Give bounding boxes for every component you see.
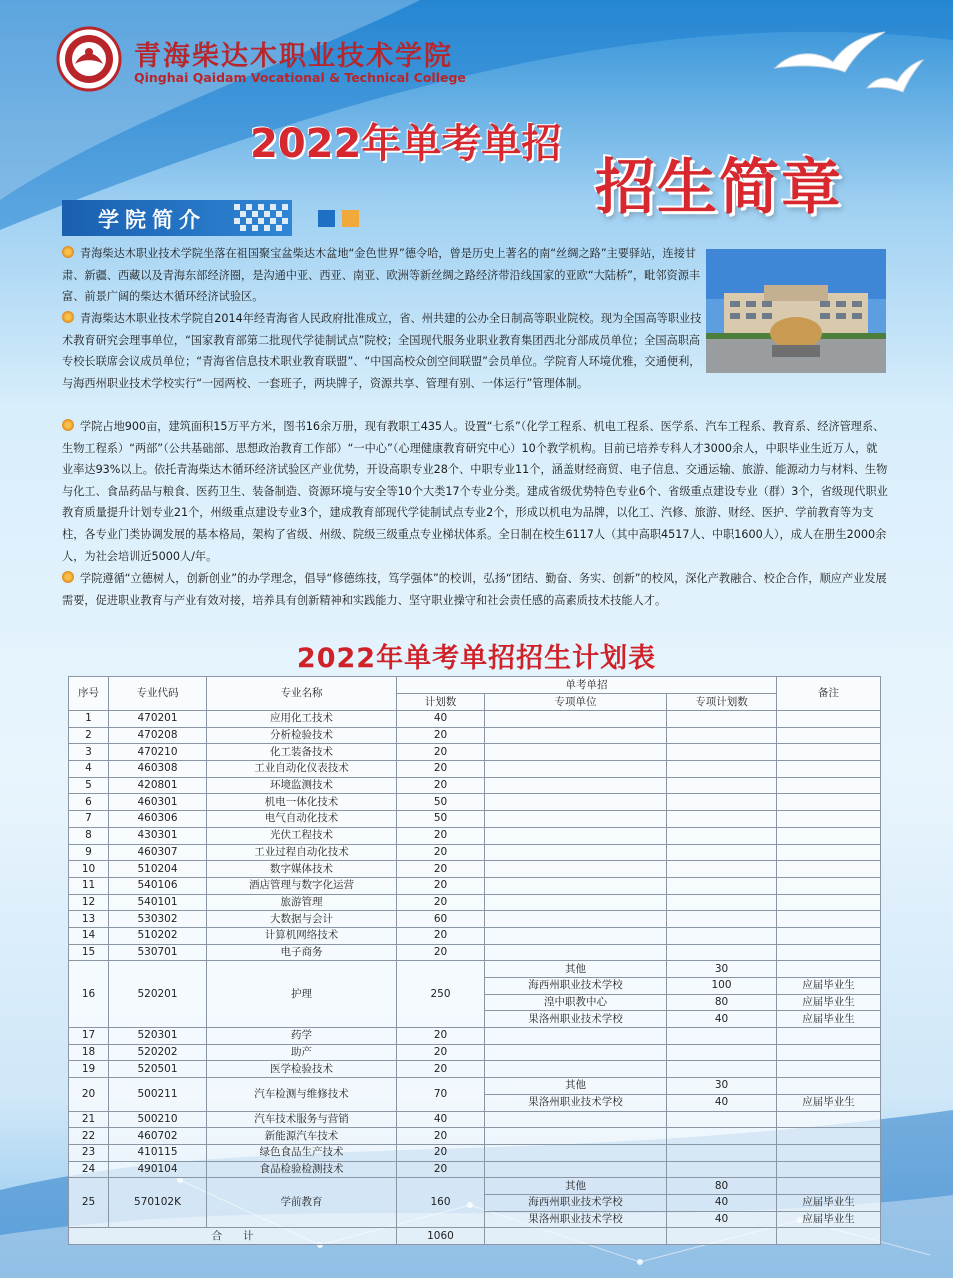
flower-bullet-icon: [62, 311, 74, 323]
cell-unit: [485, 877, 667, 894]
cell-name: 护理: [207, 961, 397, 1028]
table-row: [69, 1178, 881, 1195]
cell-code: 510202: [109, 927, 207, 944]
cell-unit-quota: 30: [667, 961, 777, 978]
cell-remark: [777, 1161, 881, 1178]
cell-quota: 20: [397, 1128, 485, 1145]
cell-unit-quota: [667, 1144, 777, 1161]
cell-unit-quota: [667, 1028, 777, 1045]
cell-unit: [485, 1028, 667, 1045]
cell-unit: 果洛州职业技术学校: [485, 1094, 667, 1111]
cell-unit: [485, 894, 667, 911]
cell-quota: 20: [397, 944, 485, 961]
cell-name: 化工装备技术: [207, 744, 397, 761]
table-row: [69, 944, 881, 961]
cell-unit-quota: [667, 1061, 777, 1078]
cell-unit-quota: [667, 761, 777, 778]
cell-code: 570102K: [109, 1178, 207, 1228]
cell-code: 460308: [109, 761, 207, 778]
cell-name: 工业自动化仪表技术: [207, 761, 397, 778]
cell-seq: 24: [69, 1161, 109, 1178]
cell-remark: [777, 927, 881, 944]
cell-code: 410115: [109, 1144, 207, 1161]
cell-code: 510204: [109, 861, 207, 878]
cell-seq: 1: [69, 711, 109, 728]
flower-bullet-icon: [62, 419, 74, 431]
cell-code: 470201: [109, 711, 207, 728]
cell-remark: [777, 1178, 881, 1195]
table-row: [69, 744, 881, 761]
cell-quota: 40: [397, 711, 485, 728]
cell-name: 药学: [207, 1028, 397, 1045]
section-banner: [62, 200, 292, 236]
cell-name: 电气自动化技术: [207, 811, 397, 828]
total-label: 合 计: [69, 1228, 397, 1245]
cell-name: 应用化工技术: [207, 711, 397, 728]
cell-unit: 海西州职业技术学校: [485, 978, 667, 995]
cell-remark: [777, 1144, 881, 1161]
intro-paragraph-2: 青海柴达木职业技术学院自2014年经青海省人民政府批准成立，省、州共建的公办全日制高等职业院校。现为全国高等职业技术教育研究会理事单位，“国家教育部第二批现代学徒制试点”院校；全国现代服务业职业教育集团西北分部成员单位；全国高职高专校长联席会议成员单位；“青海省信息技术职业教育联盟”、“中国高校众创空间联盟”会员单位。学院育人环境优雅，交通便利，与海西州职业技术学校实行“一园两校、一套班子，两块牌子，资源共享、管理有别、一体运行”管理体制。: [62, 312, 702, 390]
cell-seq: 13: [69, 911, 109, 928]
header-remark: 备注: [777, 677, 881, 711]
cell-unit-quota: 40: [667, 1011, 777, 1028]
checker-pattern-icon: [234, 204, 290, 232]
cell-unit-quota: [667, 811, 777, 828]
cell-seq: 12: [69, 894, 109, 911]
cell-seq: 9: [69, 844, 109, 861]
cell-unit: [485, 761, 667, 778]
cell-seq: 17: [69, 1028, 109, 1045]
cell-remark: 应届毕业生: [777, 1194, 881, 1211]
cell-remark: 应届毕业生: [777, 1211, 881, 1228]
admission-plan-table: [68, 676, 881, 1245]
table-row: [69, 961, 881, 978]
cell-code: 530302: [109, 911, 207, 928]
cell-unit: [485, 944, 667, 961]
cell-remark: [777, 711, 881, 728]
header-unit-quota: 专项计划数: [667, 694, 777, 711]
cell-unit-quota: [667, 911, 777, 928]
cell-code: 470210: [109, 744, 207, 761]
intro-paragraph-3: 学院占地900亩，建筑面积15万平方米，图书16余万册，现有教职工435人。设置“七系”（化学工程系、机电工程系、医学系、汽车工程系、教育系、经济管理系、生物工程系）“两部”（公共基础部、思想政治教育工作部）“一中心”（心理健康教育研究中心）10个教学机构。目前已培养专科人才3000余人，中职毕业生近万人，就业率达93%以上。依托青海柴达木循环经济试验区产业优势，开设高职专业28个、中职专业11个，涵盖财经商贸、电子信息、交通运输、旅游、能源动力与材料、生物与化工、食品药品与粮食、医药卫生、装备制造、资源环境与安全等10个大类17个专业分类。建成省级优势特色专业6个、省级重点建设专业（群）3个，省级现代职业教育质量提升计划专业21个，州级重点建设专业3个，建成教育部现代学徒制试点专业2个，形成以机电为品牌，以化工、汽修、旅游、财经、医护、学前教育等为支柱，各专业门类协调发展的基本格局，架构了省级、州级、院级三级重点专业梯状体系。全日制在校生6117人（其中高职4517人、中职1600人），成人在册生2000余人，为社会培训近5000人/年。: [62, 420, 888, 563]
cell-unit: [485, 1128, 667, 1145]
cell-unit-quota: 40: [667, 1094, 777, 1111]
cell-remark: 应届毕业生: [777, 1011, 881, 1028]
cell-unit: 果洛州职业技术学校: [485, 1011, 667, 1028]
cell-remark: [777, 1128, 881, 1145]
cell-code: 470208: [109, 727, 207, 744]
cell-remark: [777, 894, 881, 911]
cell-code: 460307: [109, 844, 207, 861]
table-row: [69, 711, 881, 728]
total-row: [69, 1228, 881, 1245]
cell-seq: 14: [69, 927, 109, 944]
cell-code: 520201: [109, 961, 207, 1028]
cell-quota: 250: [397, 961, 485, 1028]
cell-unit-quota: [667, 877, 777, 894]
cell-unit: [485, 1044, 667, 1061]
cell-name: 环境监测技术: [207, 777, 397, 794]
header-seq: 序号: [69, 677, 109, 711]
college-header: [56, 26, 476, 92]
cell-unit: [485, 844, 667, 861]
cell-unit: 湟中职教中心: [485, 994, 667, 1011]
cell-name: 新能源汽车技术: [207, 1128, 397, 1145]
cell-unit: 其他: [485, 1078, 667, 1095]
table-header-row: [69, 677, 881, 694]
cell-unit: [485, 861, 667, 878]
header-name: 专业名称: [207, 677, 397, 711]
cell-unit: [485, 777, 667, 794]
college-name-en: Qinghai Qaidam Vocational & Technical College: [134, 70, 466, 85]
cell-quota: 20: [397, 761, 485, 778]
cell-unit: 其他: [485, 961, 667, 978]
cell-name: 计算机网络技术: [207, 927, 397, 944]
cell-name: 分析检验技术: [207, 727, 397, 744]
cell-remark: [777, 1111, 881, 1128]
cell-code: 520501: [109, 1061, 207, 1078]
cell-remark: [777, 744, 881, 761]
plan-table-body: [69, 711, 881, 1228]
cell-unit-quota: 30: [667, 1078, 777, 1095]
cell-seq: 22: [69, 1128, 109, 1145]
cell-unit-quota: [667, 1111, 777, 1128]
cell-unit-quota: [667, 744, 777, 761]
cell-remark: [777, 844, 881, 861]
cell-quota: 20: [397, 727, 485, 744]
table-row: [69, 1161, 881, 1178]
cell-seq: 8: [69, 827, 109, 844]
cell-unit: [485, 1061, 667, 1078]
cell-seq: 10: [69, 861, 109, 878]
cell-unit-quota: [667, 711, 777, 728]
cell-quota: 20: [397, 1044, 485, 1061]
cell-remark: [777, 1061, 881, 1078]
cell-remark: [777, 761, 881, 778]
cell-remark: [777, 811, 881, 828]
table-row: [69, 927, 881, 944]
cell-code: 520202: [109, 1044, 207, 1061]
cell-seq: 2: [69, 727, 109, 744]
cell-name: 学前教育: [207, 1178, 397, 1228]
headline-year: 2022年单考单招: [250, 121, 562, 167]
cell-unit-quota: [667, 1128, 777, 1145]
cell-code: 460702: [109, 1128, 207, 1145]
cell-quota: 70: [397, 1078, 485, 1111]
cell-code: 530701: [109, 944, 207, 961]
cell-quota: 20: [397, 744, 485, 761]
cell-seq: 25: [69, 1178, 109, 1228]
cell-code: 500211: [109, 1078, 207, 1111]
table-row: [69, 1144, 881, 1161]
campus-photo: [706, 249, 886, 373]
cell-remark: [777, 911, 881, 928]
cell-quota: 20: [397, 777, 485, 794]
cell-seq: 3: [69, 744, 109, 761]
cell-remark: 应届毕业生: [777, 1094, 881, 1111]
cell-remark: [777, 861, 881, 878]
table-row: [69, 1061, 881, 1078]
cell-unit-quota: [667, 777, 777, 794]
header-quota: 计划数: [397, 694, 485, 711]
table-row: [69, 727, 881, 744]
cell-remark: [777, 877, 881, 894]
cell-code: 490104: [109, 1161, 207, 1178]
cell-quota: 50: [397, 811, 485, 828]
cell-seq: 4: [69, 761, 109, 778]
cell-code: 460306: [109, 811, 207, 828]
cell-name: 大数据与会计: [207, 911, 397, 928]
cell-unit: [485, 1111, 667, 1128]
cell-quota: 20: [397, 844, 485, 861]
cell-name: 机电一体化技术: [207, 794, 397, 811]
cell-remark: 应届毕业生: [777, 978, 881, 995]
cell-remark: [777, 1078, 881, 1095]
cell-quota: 20: [397, 877, 485, 894]
cell-unit: 其他: [485, 1178, 667, 1195]
cell-quota: 20: [397, 1144, 485, 1161]
table-row: [69, 794, 881, 811]
total-empty-cell: [485, 1228, 667, 1245]
cell-unit-quota: 80: [667, 994, 777, 1011]
cell-unit-quota: [667, 827, 777, 844]
cell-remark: [777, 827, 881, 844]
cell-unit: 海西州职业技术学校: [485, 1194, 667, 1211]
cell-code: 540101: [109, 894, 207, 911]
intro-paragraph-4: 学院遵循“立德树人，创新创业”的办学理念，倡导“修德练技，笃学强体”的校训，弘扬“团结、勤奋、务实、创新”的校风，深化产教融合、校企合作，顺应产业发展需要，促进职业教育与产业有效对接，培养具有创新精神和实践能力、坚守职业操守和社会责任感的高素质技术技能人才。: [62, 572, 887, 607]
cell-name: 电子商务: [207, 944, 397, 961]
cell-code: 420801: [109, 777, 207, 794]
cell-unit-quota: [667, 1044, 777, 1061]
cell-name: 酒店管理与数字化运营: [207, 877, 397, 894]
header-group: 单考单招: [397, 677, 777, 694]
banner-squares-icon: [318, 210, 360, 228]
cell-remark: [777, 777, 881, 794]
table-row: [69, 1044, 881, 1061]
cell-remark: [777, 1044, 881, 1061]
cell-name: 医学检验技术: [207, 1061, 397, 1078]
cell-unit-quota: 80: [667, 1178, 777, 1195]
cell-unit: [485, 827, 667, 844]
cell-quota: 50: [397, 794, 485, 811]
cell-unit-quota: [667, 844, 777, 861]
cell-name: 绿色食品生产技术: [207, 1144, 397, 1161]
intro-paragraph-1: 青海柴达木职业技术学院坐落在祖国聚宝盆柴达木盆地“金色世界”德令哈，曾是历史上著名的南“丝绸之路”主要驿站，连接甘肃、新疆、西藏以及青海东部经济圈，是沟通中亚、西亚、南亚、欧洲等新丝绸之路经济带沿线国家的亚欧“大陆桥”，毗邻资源丰富、前景广阔的柴达木循环经济试验区。: [62, 247, 701, 304]
table-row: [69, 844, 881, 861]
cell-seq: 6: [69, 794, 109, 811]
cell-name: 助产: [207, 1044, 397, 1061]
plan-table-title: 2022年单考单招招生计划表: [296, 643, 657, 674]
total-empty-cell: [667, 1228, 777, 1245]
college-name-cn: 青海柴达木职业技术学院: [134, 41, 453, 72]
section-title: 学院简介: [98, 207, 206, 232]
cell-seq: 20: [69, 1078, 109, 1111]
cell-quota: 20: [397, 1028, 485, 1045]
cell-remark: [777, 794, 881, 811]
cell-quota: 20: [397, 1161, 485, 1178]
cell-unit-quota: [667, 794, 777, 811]
cell-remark: [777, 944, 881, 961]
total-value: 1060: [397, 1228, 485, 1245]
table-row: [69, 894, 881, 911]
cell-code: 540106: [109, 877, 207, 894]
cell-unit-quota: [667, 894, 777, 911]
cell-seq: 18: [69, 1044, 109, 1061]
cell-seq: 21: [69, 1111, 109, 1128]
cell-code: 460301: [109, 794, 207, 811]
cell-unit: [485, 1144, 667, 1161]
table-row: [69, 1111, 881, 1128]
cell-quota: 20: [397, 861, 485, 878]
seagulls-icon: [765, 26, 925, 106]
headline-main: 招生简章: [595, 153, 843, 223]
cell-name: 旅游管理: [207, 894, 397, 911]
cell-seq: 16: [69, 961, 109, 1028]
cell-unit: [485, 911, 667, 928]
cell-code: 520301: [109, 1028, 207, 1045]
cell-unit: 果洛州职业技术学校: [485, 1211, 667, 1228]
cell-unit-quota: [667, 861, 777, 878]
cell-unit-quota: [667, 927, 777, 944]
cell-name: 食品检验检测技术: [207, 1161, 397, 1178]
table-row: [69, 827, 881, 844]
cell-name: 汽车检测与维修技术: [207, 1078, 397, 1111]
cell-seq: 11: [69, 877, 109, 894]
cell-quota: 160: [397, 1178, 485, 1228]
cell-quota: 40: [397, 1111, 485, 1128]
cell-quota: 20: [397, 1061, 485, 1078]
cell-unit-quota: 40: [667, 1194, 777, 1211]
cell-unit-quota: 40: [667, 1211, 777, 1228]
cell-code: 430301: [109, 827, 207, 844]
cell-unit-quota: [667, 727, 777, 744]
table-row: [69, 911, 881, 928]
table-row: [69, 1128, 881, 1145]
cell-seq: 5: [69, 777, 109, 794]
cell-remark: [777, 1028, 881, 1045]
cell-quota: 20: [397, 827, 485, 844]
header-unit: 专项单位: [485, 694, 667, 711]
cell-unit-quota: 100: [667, 978, 777, 995]
cell-unit: [485, 927, 667, 944]
table-row: [69, 1028, 881, 1045]
cell-seq: 19: [69, 1061, 109, 1078]
cell-remark: [777, 961, 881, 978]
cell-unit: [485, 1161, 667, 1178]
cell-quota: 60: [397, 911, 485, 928]
table-row: [69, 1078, 881, 1095]
table-row: [69, 861, 881, 878]
cell-name: 数字媒体技术: [207, 861, 397, 878]
cell-seq: 23: [69, 1144, 109, 1161]
table-row: [69, 777, 881, 794]
flower-bullet-icon: [62, 571, 74, 583]
total-empty-cell: [777, 1228, 881, 1245]
cell-unit: [485, 811, 667, 828]
cell-unit: [485, 794, 667, 811]
cell-code: 500210: [109, 1111, 207, 1128]
cell-name: 汽车技术服务与营销: [207, 1111, 397, 1128]
cell-name: 工业过程自动化技术: [207, 844, 397, 861]
cell-unit-quota: [667, 944, 777, 961]
cell-name: 光伏工程技术: [207, 827, 397, 844]
cell-unit: [485, 727, 667, 744]
cell-remark: 应届毕业生: [777, 994, 881, 1011]
table-row: [69, 877, 881, 894]
cell-seq: 15: [69, 944, 109, 961]
header-code: 专业代码: [109, 677, 207, 711]
cell-unit: [485, 744, 667, 761]
cell-quota: 20: [397, 927, 485, 944]
cell-quota: 20: [397, 894, 485, 911]
table-row: [69, 761, 881, 778]
cell-remark: [777, 727, 881, 744]
college-emblem-icon: [56, 26, 122, 92]
cell-unit-quota: [667, 1161, 777, 1178]
cell-seq: 7: [69, 811, 109, 828]
flower-bullet-icon: [62, 246, 74, 258]
table-row: [69, 811, 881, 828]
cell-unit: [485, 711, 667, 728]
